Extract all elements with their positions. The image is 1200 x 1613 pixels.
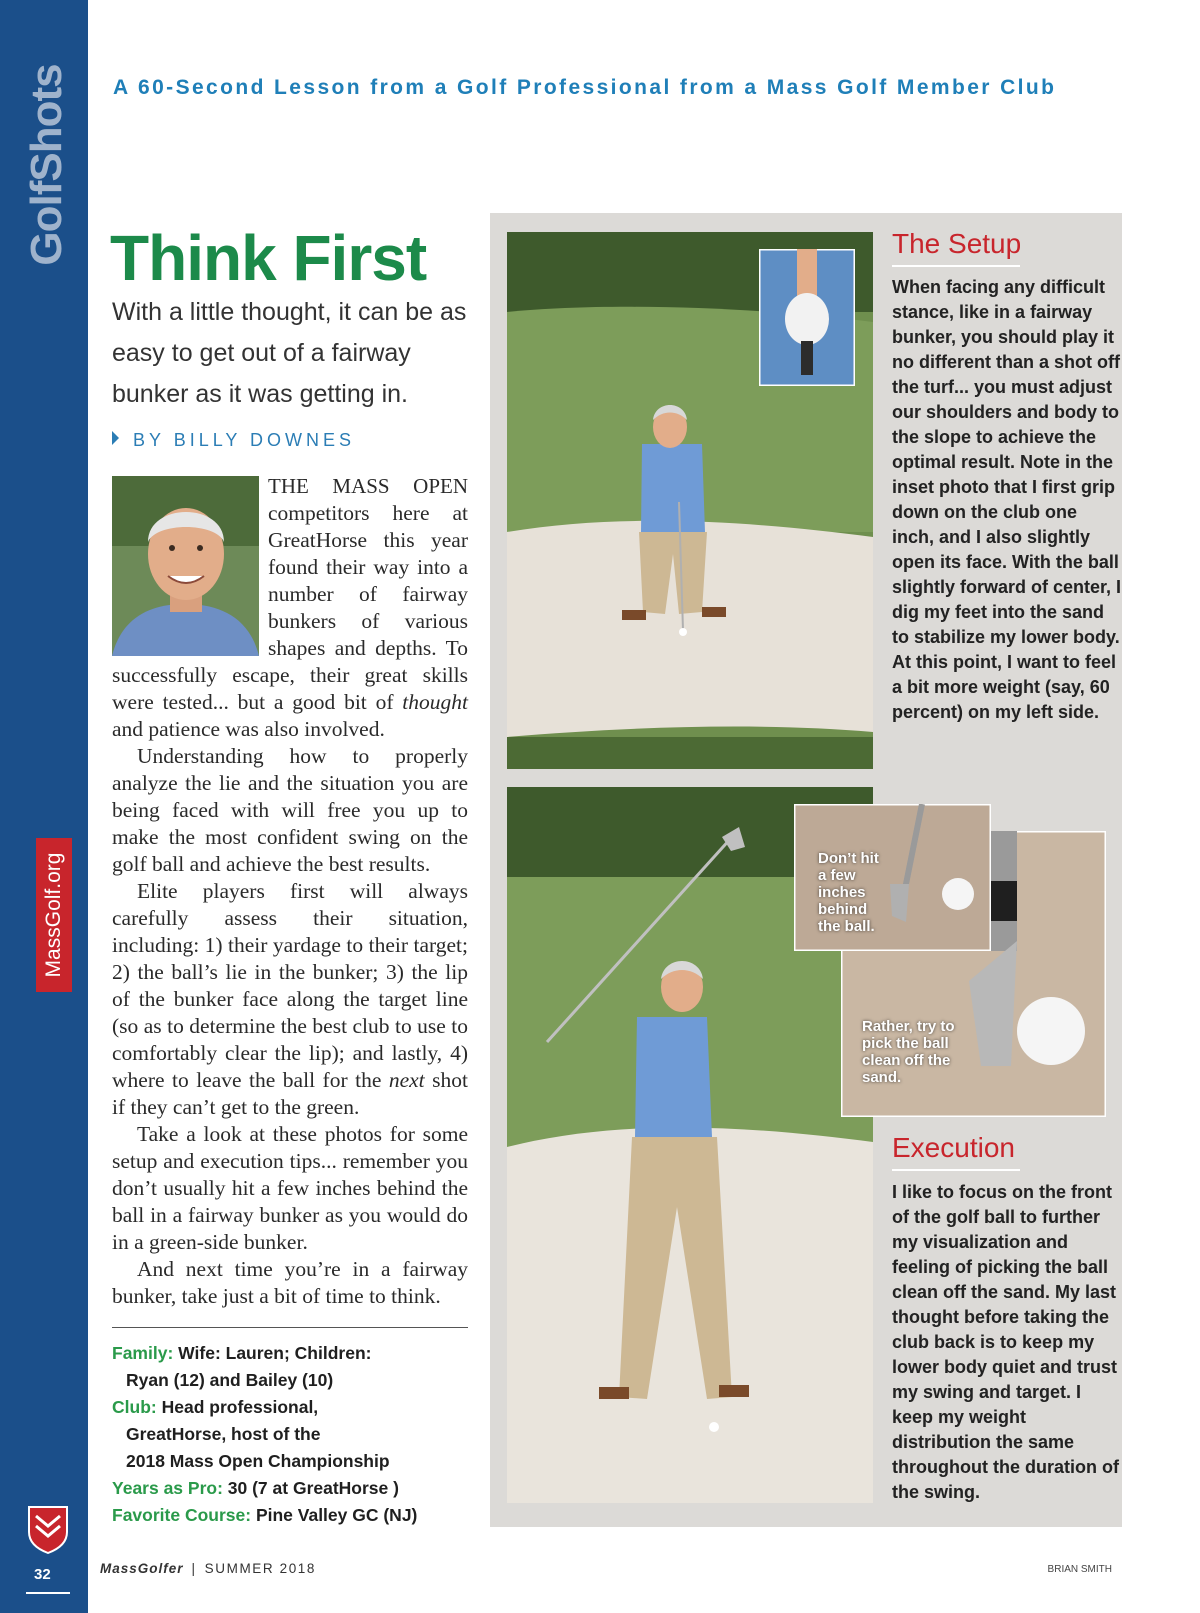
bio-years-value: 30 (7 at GreatHorse ) — [227, 1478, 399, 1498]
website-text: MassGolf.org — [42, 852, 65, 978]
p3-text-a: Elite players first will always carefully assess their situation, including: 1) their yardage to their target; 2) the ball’s lie in the bunker; 3) the lip of the bunker face along the target line (so as to determine the best club to use to comfortably clear the lip); and lastly, 4) where to leave the ball for the — [112, 879, 468, 1092]
bio-club — [112, 1394, 472, 1421]
bio-years-label: Years as Pro: — [112, 1478, 223, 1498]
bio-club-label: Club: — [112, 1397, 157, 1417]
issue-label: SUMMER 2018 — [204, 1561, 317, 1576]
section-label — [22, 50, 72, 280]
page-footer — [100, 1561, 316, 1576]
setup-text: When facing any difficult stance, like in a fairway bunker, you should play it no different than a shot off the turf... you must adjust our shoulders and body to the slope to achieve the optimal result. Note in the inset photo that I first grip down on the club one inch, and I also slightly open its face. With the ball slightly forward of center, I dig my feet into the sand to stabilize my lower body. At this point, I want to feel a bit more weight (say, 60 percent) on my left side. — [892, 277, 1122, 722]
page-number: 32 — [34, 1566, 51, 1583]
bio-club-2: GreatHorse, host of the — [126, 1424, 321, 1444]
bio-years — [112, 1475, 472, 1502]
paragraph-4: Take a look at these photos for some setup and execution tips... remember you don’t usually hit a few inches behind the ball in a fairway bunker as you would do in a green-side bunker. — [112, 1122, 468, 1254]
kicker: A 60-Second Lesson from a Golf Professional from a Mass Golf Member Club — [113, 76, 1057, 99]
byline — [112, 430, 355, 451]
execution-text: I like to focus on the front of the golf ball to further my visualization and feeling of picking the ball clean off the sand. My last thought before taking the club back is to keep my lower body quiet and trust my swing and target. I keep my weight distribution the same throughout the duration of the swing. — [892, 1182, 1119, 1502]
page-number-rule — [26, 1592, 70, 1594]
bio-family-label: Family: — [112, 1343, 174, 1363]
p3-emphasis: next — [388, 1068, 425, 1092]
article-dek: With a little thought, it can be as easy to get out of a fairway bunker as it was getting in. — [112, 298, 467, 408]
inset-caption-behind: Don’t hit a few inches behind the ball. — [818, 850, 879, 935]
byline-text: BY BILLY DOWNES — [133, 430, 356, 450]
grip-inset-photo — [759, 249, 855, 386]
article-body — [112, 473, 468, 1310]
p3-text-b: shot if they can’t get to the green. — [112, 1068, 468, 1119]
footer-separator: | — [191, 1561, 197, 1576]
bio-course-value: Pine Valley GC (NJ) — [255, 1505, 418, 1525]
setup-heading-rule — [892, 265, 1020, 267]
execution-heading: Execution — [892, 1132, 1015, 1163]
article-title: Think First — [110, 222, 427, 294]
headshot-wrap-space — [112, 473, 268, 657]
photo-credit: BRIAN SMITH — [1047, 1564, 1112, 1575]
website-tag — [36, 838, 72, 992]
section-label-text: GolfShots — [22, 64, 71, 266]
bio-club-1: Head professional, — [161, 1397, 319, 1417]
p1-emphasis: thought — [402, 690, 468, 714]
p1-text-b: and patience was also involved. — [112, 717, 385, 741]
paragraph-3 — [112, 878, 468, 1121]
mass-golf-logo-icon — [26, 1504, 70, 1554]
bio-course-label: Favorite Course: — [112, 1505, 252, 1525]
byline-arrow-icon — [112, 431, 119, 445]
setup-heading: The Setup — [892, 228, 1022, 259]
sidebar — [0, 0, 88, 1613]
bio-family — [112, 1340, 472, 1367]
paragraph-2: Understanding how to properly analyze the lie and the situation you are being faced with will free you up to make the most confident swing on the golf ball and achieve the best results. — [112, 744, 468, 876]
bio-course — [112, 1502, 472, 1529]
lead-in-caps: THE MASS OPEN — [268, 474, 468, 498]
pro-bio — [112, 1340, 472, 1529]
bio-family-2: Ryan (12) and Bailey (10) — [126, 1370, 334, 1390]
bio-separator — [112, 1327, 468, 1328]
execution-heading-rule — [892, 1169, 1020, 1171]
inset-caption-pick-clean: Rather, try to pick the ball clean off the sand. — [862, 1018, 955, 1086]
bio-club-3: 2018 Mass Open Championship — [126, 1451, 390, 1471]
p1-text-a: competitors here at GreatHorse this year found their way into a number of fairway bunkers of various shapes and depths. To successfully escape, their great skills were tested... but a good bit of — [112, 501, 468, 714]
magazine-name: MassGolfer — [100, 1561, 184, 1576]
paragraph-5: And next time you’re in a fairway bunker, take just a bit of time to think. — [112, 1257, 468, 1308]
bio-family-1: Wife: Lauren; Children: — [178, 1343, 372, 1363]
